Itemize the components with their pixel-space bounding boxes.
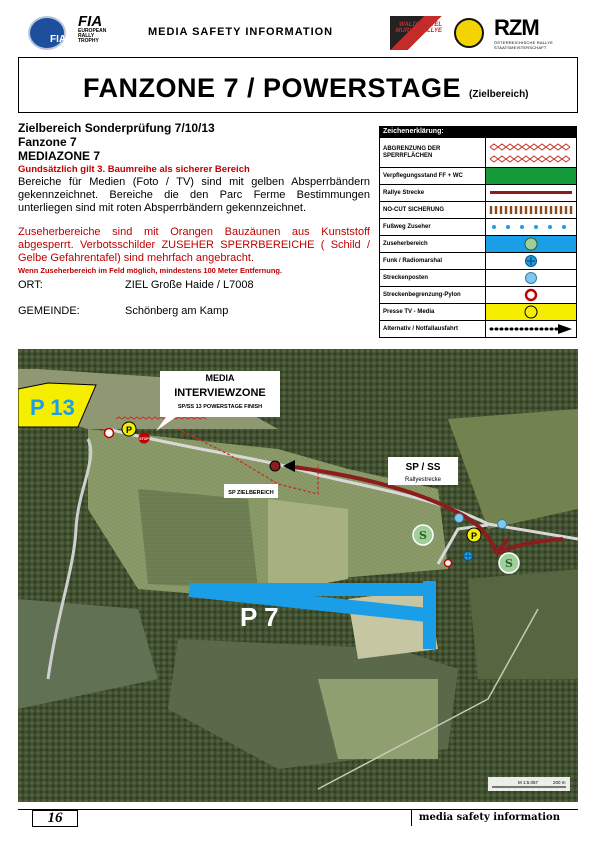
media-zone-subtitle: SP/SS 13 POWERSTAGE FINISH (177, 404, 263, 410)
page-subtitle: (Zielbereich) (469, 89, 529, 100)
legend-heading: Zeichenerklärung: (380, 127, 576, 137)
no-cut-symbol-icon (486, 202, 576, 218)
sp-ss-subtitle: Rallyestrecke (404, 477, 442, 483)
media-zone-title-2: INTERVIEWZONE (174, 387, 266, 399)
paragraph-spectator-areas: Zuseherbereiche sind mit Orangen Bauzäunen aus Kunststoff abgesperrt. Verbotsschilder ZUSEHER SPERRBEREICHE ( Schild / Gelbe Gefahrentafel) sind mehrfach angebracht. (18, 226, 370, 264)
legend-row-presse: Presse TV - Media (380, 303, 576, 320)
zuseher-marker-2-letter: S (505, 557, 513, 570)
page-title-box (18, 57, 578, 113)
zuseher-marker-1-letter: S (419, 529, 427, 542)
sponsor-logo-orm: RZM ÖSTERREICHISCHE RALLYE STAATSMEISTERSCHAFT (494, 15, 554, 50)
scale-distance: 200 m (553, 780, 566, 785)
pylon-symbol-icon (486, 287, 576, 303)
legend-row-zuseherbereich: Zuseherbereich (380, 235, 576, 252)
zuseher-p7-label: P 7 (240, 602, 279, 632)
heading-mediazone: MEDIAZONE 7 (18, 149, 101, 163)
legend-row-verpflegung: Verpflegungsstand FF + WC (380, 167, 576, 184)
legend-row-pylon: Streckenbegrenzung-Pylon (380, 286, 576, 303)
sperrflaeche-symbol-icon (486, 138, 576, 167)
paragraph-media-areas: Bereiche für Medien (Foto / TV) sind mit gelben Absperrbändern gekennzeichnet. Bereiche die den Parc Ferme Bestimmungen unterliegen sind mit roten Absperrbändern gekennzeichnet. (18, 176, 370, 214)
rallye-strecke-symbol-icon (486, 185, 576, 201)
fia-logo: FIA (28, 16, 66, 50)
presse-symbol-icon (486, 304, 576, 320)
pylon-marker-1 (105, 429, 114, 438)
page-header (18, 12, 578, 54)
safety-note: Gundsätzlich gilt 3. Baumreihe als sicherer Bereich (18, 164, 250, 175)
heading-fanzone: Fanzone 7 (18, 135, 77, 149)
presse-marker-1-letter: P (125, 425, 133, 435)
legend-row-rallye-strecke: Rallye Strecke (380, 184, 576, 201)
stop-marker-text: STOP (139, 437, 149, 441)
page-footer (18, 806, 578, 826)
ort-row: ORT: ZIEL Große Haide / L7008 (18, 279, 254, 291)
verpflegung-symbol-icon (486, 168, 576, 184)
sp-ss-title: SP / SS (405, 462, 441, 473)
parking-p13-label: P 13 (30, 395, 75, 420)
info-section (18, 121, 370, 318)
fussweg-symbol-icon (486, 219, 576, 235)
streckenposten-marker-1 (455, 514, 464, 523)
page-number: 16 (32, 810, 78, 827)
erc-logo: FIA EUROPEAN RALLY TROPHY (78, 13, 107, 44)
heading-stage: Zielbereich Sonderprüfung 7/10/13 (18, 121, 215, 135)
gemeinde-row: GEMEINDE: Schönberg am Kamp (18, 305, 229, 317)
legend-row-sperrflaechen: ABGRENZUNG DER SPERRFLÄCHEN (380, 137, 576, 167)
header-title: MEDIA SAFETY INFORMATION (148, 26, 334, 38)
legend-row-notfallausfahrt: Alternativ / Notfallausfahrt (380, 320, 576, 337)
media-zone-title-1: MEDIA (205, 373, 235, 383)
sp-ziel-label: SP ZIELBEREICH (228, 490, 274, 496)
legend-row-no-cut: NO-CUT SICHERUNG (380, 201, 576, 218)
legend-row-funk: Funk / Radiomarshal (380, 252, 576, 269)
sponsor-logo-rallye: WALDVIERTEL MURYA RALLYE (390, 16, 442, 50)
pylon-marker-2 (445, 560, 452, 567)
legend-row-streckenposten: Streckenposten (380, 269, 576, 286)
finish-marker (270, 461, 280, 471)
aerial-map-image (18, 349, 578, 802)
presse-marker-2-letter: P (470, 531, 478, 541)
streckenposten-symbol-icon (486, 270, 576, 286)
zuseherbereich-symbol-icon (486, 236, 576, 252)
sponsor-logo-club (454, 18, 484, 48)
legend-row-fussweg: Fußweg Zuseher (380, 218, 576, 235)
paragraph-distance: Wenn Zuseherbereich im Feld möglich, mindestens 100 Meter Entfernung. (18, 266, 283, 275)
scale-ratio: M 1:5.057 (518, 780, 539, 785)
page-title: FANZONE 7 / POWERSTAGE (Zielbereich) (83, 73, 529, 103)
footer-label: media safety information (418, 812, 560, 823)
streckenposten-marker-2 (498, 520, 507, 529)
notfallausfahrt-symbol-icon (486, 321, 576, 337)
site-map (18, 349, 578, 802)
funk-symbol-icon (486, 253, 576, 269)
legend-table (379, 126, 577, 338)
